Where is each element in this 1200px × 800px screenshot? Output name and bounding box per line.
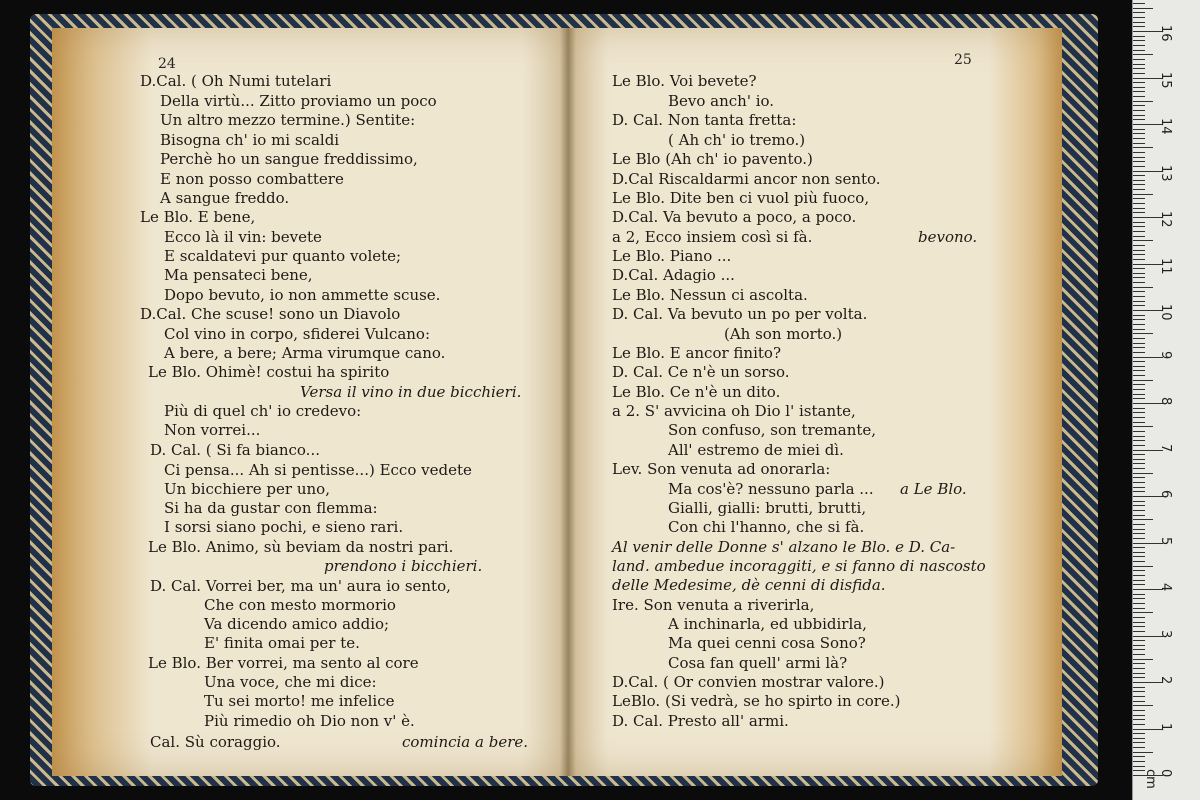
text-line: Un altro mezzo termine.) Sentite:: [160, 111, 416, 129]
ruler-tick: [1133, 212, 1145, 213]
ruler-tick: [1133, 236, 1145, 237]
ruler-tick: [1133, 352, 1145, 353]
ruler-tick: [1133, 445, 1145, 446]
ruler-tick: [1133, 491, 1145, 492]
ruler-tick: [1133, 305, 1145, 306]
ruler-tick: [1133, 296, 1145, 297]
ruler-tick: [1133, 463, 1145, 464]
ruler-label: 8: [1158, 397, 1173, 406]
ruler-tick: [1133, 696, 1145, 697]
ruler-tick: [1133, 710, 1145, 711]
text-line: Un bicchiere per uno,: [164, 480, 330, 498]
ruler-tick: [1133, 222, 1145, 223]
ruler-tick: [1133, 138, 1145, 139]
text-line: Tu sei morto! me infelice: [204, 692, 395, 710]
ruler-tick: [1133, 147, 1153, 148]
ruler-tick: [1133, 22, 1145, 23]
ruler-tick: [1133, 291, 1145, 292]
ruler-tick: [1133, 161, 1145, 162]
text-line: Le Blo. E ancor finito?: [612, 344, 781, 362]
ruler-tick: [1133, 408, 1145, 409]
ruler-tick: [1133, 370, 1145, 371]
ruler-tick: [1133, 231, 1145, 232]
text-line: comincia a bere.: [402, 733, 529, 751]
text-line: D.Cal Riscaldarmi ancor non sento.: [612, 170, 881, 188]
ruler-tick: [1133, 394, 1145, 395]
ruler-tick: [1133, 566, 1153, 567]
ruler-tick: [1133, 189, 1145, 190]
text-line: Ma pensateci bene,: [164, 266, 313, 284]
text-line: bevono.: [918, 228, 978, 246]
ruler-tick: [1133, 622, 1145, 623]
text-line: Le Blo. Dite ben ci vuol più fuoco,: [612, 189, 870, 207]
ruler-tick: [1133, 608, 1145, 609]
ruler-tick: [1133, 254, 1145, 255]
ruler-tick: [1133, 82, 1145, 83]
ruler-tick: [1133, 519, 1153, 520]
ruler-tick: [1133, 17, 1145, 18]
ruler-tick: [1133, 575, 1145, 576]
text-line: Cosa fan quell' armi là?: [668, 654, 848, 672]
text-line: (Ah son morto.): [724, 325, 843, 343]
ruler-tick: [1133, 556, 1145, 557]
ruler-tick: [1133, 91, 1145, 92]
text-line: Va dicendo amico addio;: [204, 615, 390, 633]
ruler-tick: [1133, 747, 1145, 748]
text-line: Le Blo. Voi bevete?: [612, 72, 757, 90]
text-line: D.Cal. Che scuse! sono un Diavolo: [140, 305, 401, 323]
ruler-tick: [1133, 705, 1153, 706]
text-line: Perchè ho un sangue freddissimo,: [160, 150, 418, 168]
text-line: E' finita omai per te.: [204, 634, 360, 652]
text-line: Ma cos'è? nessuno parla ...: [668, 480, 874, 498]
ruler-tick: [1133, 129, 1145, 130]
ruler-tick: [1133, 384, 1145, 385]
ruler-tick: [1133, 226, 1145, 227]
ruler-tick: [1133, 515, 1145, 516]
ruler-tick: [1133, 175, 1145, 176]
ruler-tick: [1133, 617, 1145, 618]
text-line: E non posso combattere: [160, 170, 344, 188]
text-line: A inchinarla, ed ubbidirla,: [668, 615, 867, 633]
ruler-tick: [1133, 677, 1145, 678]
ruler-tick: [1133, 487, 1145, 488]
ruler-tick: [1133, 8, 1153, 9]
ruler-tick: [1133, 143, 1145, 144]
ruler-tick: [1133, 64, 1145, 65]
ruler-tick: [1133, 59, 1145, 60]
ruler-tick: [1133, 347, 1145, 348]
text-line: Le Blo. Ce n'è un dito.: [612, 383, 781, 401]
ruler-tick: [1133, 250, 1145, 251]
ruler-tick: [1133, 426, 1153, 427]
text-line: D. Cal. Va bevuto un po per volta.: [612, 305, 868, 323]
ruler-tick: [1133, 477, 1145, 478]
ruler-tick: [1133, 54, 1153, 55]
ruler-tick: [1133, 431, 1145, 432]
ruler-tick: [1133, 194, 1153, 195]
ruler-tick: [1133, 412, 1145, 413]
ruler-tick: [1133, 473, 1153, 474]
ruler-tick: [1133, 649, 1145, 650]
ruler-tick: [1133, 454, 1145, 455]
ruler-tick: [1133, 663, 1145, 664]
ruler-tick: [1133, 166, 1145, 167]
text-line: Una voce, che mi dice:: [204, 673, 377, 691]
ruler-tick: [1133, 240, 1153, 241]
text-line: Col vino in corpo, sfiderei Vulcano:: [164, 325, 431, 343]
ruler-tick: [1133, 645, 1145, 646]
ruler-label: 2: [1158, 676, 1173, 685]
text-line: Bevo anch' io.: [668, 92, 775, 110]
ruler-tick: [1133, 687, 1145, 688]
ruler-tick: [1133, 133, 1145, 134]
ruler-tick: [1133, 715, 1145, 716]
text-line: Cal. Sù coraggio.: [150, 733, 281, 751]
text-line: Ecco là il vin: bevete: [164, 228, 322, 246]
ruler-tick: [1133, 105, 1145, 106]
ruler-tick: [1133, 398, 1145, 399]
text-line: Dopo bevuto, io non ammette scuse.: [164, 286, 441, 304]
ruler-tick: [1133, 529, 1145, 530]
ruler-tick: [1133, 301, 1145, 302]
ruler-tick: [1133, 319, 1145, 320]
text-line: prendono i bicchieri.: [324, 557, 483, 575]
ruler-tick: [1133, 68, 1145, 69]
ruler-tick: [1133, 73, 1145, 74]
ruler-tick: [1133, 343, 1145, 344]
text-line: Versa il vino in due bicchieri.: [300, 383, 522, 401]
ruler-tick: [1133, 766, 1145, 767]
ruler-tick: [1133, 273, 1145, 274]
ruler-label: 13: [1158, 164, 1173, 182]
text-line: Le Blo. E bene,: [140, 208, 256, 226]
text-line: Con chi l'hanno, che si fà.: [668, 518, 865, 536]
ruler-tick: [1133, 580, 1145, 581]
ruler-tick: [1133, 115, 1145, 116]
text-line: D. Cal. Presto all' armi.: [612, 712, 789, 730]
ruler-tick: [1133, 752, 1153, 753]
ruler-label: 16: [1158, 25, 1173, 42]
ruler-tick: [1133, 701, 1145, 702]
text-line: a 2. S' avvicina oh Dio l' istante,: [612, 402, 856, 420]
ruler-tick: [1133, 26, 1145, 27]
ruler-label: 6: [1158, 490, 1173, 499]
ruler-tick: [1133, 533, 1145, 534]
ruler-tick: [1133, 3, 1145, 4]
ruler-tick: [1133, 389, 1145, 390]
text-line: E scaldatevi pur quanto volete;: [164, 247, 402, 265]
text-line: D.Cal. ( Or convien mostrar valore.): [612, 673, 885, 691]
ruler-tick: [1133, 436, 1145, 437]
text-line: ( Ah ch' io tremo.): [668, 131, 806, 149]
ruler-tick: [1133, 208, 1145, 209]
ruler-tick: [1133, 45, 1145, 46]
ruler-tick: [1133, 268, 1145, 269]
text-line: A sangue freddo.: [160, 189, 290, 207]
ruler-tick: [1133, 96, 1145, 97]
ruler-label: 5: [1158, 536, 1173, 545]
ruler-tick: [1133, 691, 1145, 692]
ruler-tick: [1133, 36, 1145, 37]
text-line: Le Blo (Ah ch' io pavento.): [612, 150, 813, 168]
ruler-tick: [1133, 12, 1145, 13]
ruler-tick: [1133, 110, 1145, 111]
ruler-tick: [1133, 761, 1145, 762]
ruler-tick: [1133, 422, 1145, 423]
ruler-tick: [1133, 180, 1145, 181]
ruler-tick: [1133, 626, 1145, 627]
text-line: Son confuso, son tremante,: [668, 421, 877, 439]
ruler-tick: [1133, 245, 1145, 246]
ruler-tick: [1133, 282, 1145, 283]
ruler-tick: [1133, 510, 1145, 511]
ruler-tick: [1133, 501, 1145, 502]
ruler-tick: [1133, 552, 1145, 553]
ruler-tick: [1133, 366, 1145, 367]
ruler-tick: [1133, 259, 1145, 260]
text-line: D.Cal. ( Oh Numi tutelari: [140, 72, 332, 90]
ruler-tick: [1133, 440, 1145, 441]
text-line: Ci pensa... Ah si pentisse...) Ecco vedete: [164, 461, 472, 479]
text-line: a 2, Ecco insiem così si fà.: [612, 228, 813, 246]
ruler-tick: [1133, 198, 1145, 199]
text-line: D. Cal. ( Si fa bianco...: [150, 441, 320, 459]
text-line: All' estremo de miei dì.: [668, 441, 844, 459]
ruler-tick: [1133, 157, 1145, 158]
text-line: Al venir delle Donne s' alzano le Blo. e D. Ca-: [612, 538, 956, 556]
ruler-tick: [1133, 524, 1145, 525]
text-line: Non vorrei...: [164, 421, 261, 439]
ruler-label: 15: [1158, 71, 1173, 89]
ruler-label: 4: [1158, 583, 1173, 592]
text-line: Le Blo. Animo, sù beviam da nostri pari.: [148, 538, 454, 556]
text-line: D. Cal. Vorrei ber, ma un' aura io sento,: [150, 577, 451, 595]
text-line: Lev. Son venuta ad onorarla:: [612, 460, 831, 478]
ruler-label: 9: [1158, 350, 1173, 359]
text-line: delle Medesime, dè cenni di disfida.: [612, 576, 886, 594]
ruler-label: 14: [1158, 118, 1173, 135]
ruler-tick: [1133, 631, 1145, 632]
ruler-tick: [1133, 724, 1145, 725]
ruler-tick: [1133, 277, 1145, 278]
text-line: Bisogna ch' io mi scaldi: [160, 131, 340, 149]
ruler-label: 10: [1158, 304, 1173, 321]
text-line: D.Cal. Adagio ...: [612, 266, 735, 284]
ruler-tick: [1133, 468, 1145, 469]
ruler-tick: [1133, 184, 1145, 185]
ruler-tick: [1133, 733, 1145, 734]
text-line: a Le Blo.: [900, 480, 967, 498]
ruler-label: 12: [1158, 211, 1173, 228]
ruler-tick: [1133, 598, 1145, 599]
ruler-tick: [1133, 87, 1145, 88]
text-line: Si ha da gustar con flemma:: [164, 499, 378, 517]
ruler-tick: [1133, 152, 1145, 153]
ruler-label: 3: [1158, 629, 1173, 638]
ruler-tick: [1133, 594, 1145, 595]
ruler-tick: [1133, 668, 1145, 669]
ruler-tick: [1133, 654, 1145, 655]
ruler-tick: [1133, 640, 1145, 641]
ruler-tick: [1133, 338, 1145, 339]
ruler-tick: [1133, 505, 1145, 506]
ruler-tick: [1133, 570, 1145, 571]
text-line: Le Blo. Nessun ci ascolta.: [612, 286, 808, 304]
ruler-tick: [1133, 561, 1145, 562]
text-line: Più rimedio oh Dio non v' è.: [204, 712, 415, 730]
text-line: Ire. Son venuta a riverirla,: [612, 596, 815, 614]
text-line: Che con mesto mormorio: [204, 596, 396, 614]
ruler-tick: [1133, 101, 1153, 102]
ruler-tick: [1133, 203, 1145, 204]
text-line: Ma quei cenni cosa Sono?: [668, 634, 866, 652]
ruler-tick: [1133, 538, 1145, 539]
ruler-tick: [1133, 417, 1145, 418]
ruler-tick: [1133, 719, 1145, 720]
book-gutter: [560, 28, 576, 776]
ruler-tick: [1133, 482, 1145, 483]
ruler-tick: [1133, 584, 1145, 585]
text-line: A bere, a bere; Arma virumque cano.: [164, 344, 446, 362]
ruler-tick: [1133, 361, 1145, 362]
ruler-tick: [1133, 603, 1145, 604]
ruler-tick: [1133, 329, 1145, 330]
text-line: Più di quel ch' io credevo:: [164, 402, 362, 420]
ruler-tick: [1133, 380, 1153, 381]
text-line: Gialli, gialli: brutti, brutti,: [668, 499, 867, 517]
text-line: Le Blo. Ber vorrei, ma sento al core: [148, 654, 419, 672]
ruler-tick: [1133, 40, 1145, 41]
ruler-label: 0 cm: [1143, 769, 1173, 789]
text-line: I sorsi siano pochi, e sieno rari.: [164, 518, 404, 536]
measuring-ruler: [1132, 0, 1200, 800]
text-line: Della virtù... Zitto proviamo un poco: [160, 92, 437, 110]
ruler-tick: [1133, 50, 1145, 51]
ruler-tick: [1133, 375, 1145, 376]
page-number-left: 24: [158, 56, 176, 72]
text-line: D.Cal. Va bevuto a poco, a poco.: [612, 208, 857, 226]
ruler-label: 7: [1158, 443, 1173, 452]
text-line: land. ambedue incoraggiti, e si fanno di nascosto: [612, 557, 986, 575]
ruler-tick: [1133, 333, 1153, 334]
ruler-tick: [1133, 742, 1145, 743]
ruler-tick: [1133, 459, 1145, 460]
ruler-tick: [1133, 738, 1145, 739]
text-line: LeBlo. (Si vedrà, se ho spirto in core.): [612, 692, 901, 710]
text-line: D. Cal. Ce n'è un sorso.: [612, 363, 790, 381]
ruler-tick: [1133, 547, 1145, 548]
page-number-right: 25: [954, 52, 972, 68]
ruler-label: 11: [1158, 257, 1173, 275]
ruler-label: 1: [1158, 722, 1173, 731]
ruler-tick: [1133, 659, 1153, 660]
ruler-tick: [1133, 119, 1145, 120]
text-line: Le Blo. Piano ...: [612, 247, 732, 265]
text-line: D. Cal. Non tanta fretta:: [612, 111, 797, 129]
ruler-tick: [1133, 756, 1145, 757]
ruler-tick: [1133, 612, 1153, 613]
ruler-tick: [1133, 287, 1153, 288]
text-line: Le Blo. Ohimè! costui ha spirito: [148, 363, 390, 381]
ruler-tick: [1133, 315, 1145, 316]
ruler-tick: [1133, 324, 1145, 325]
ruler-tick: [1133, 673, 1145, 674]
